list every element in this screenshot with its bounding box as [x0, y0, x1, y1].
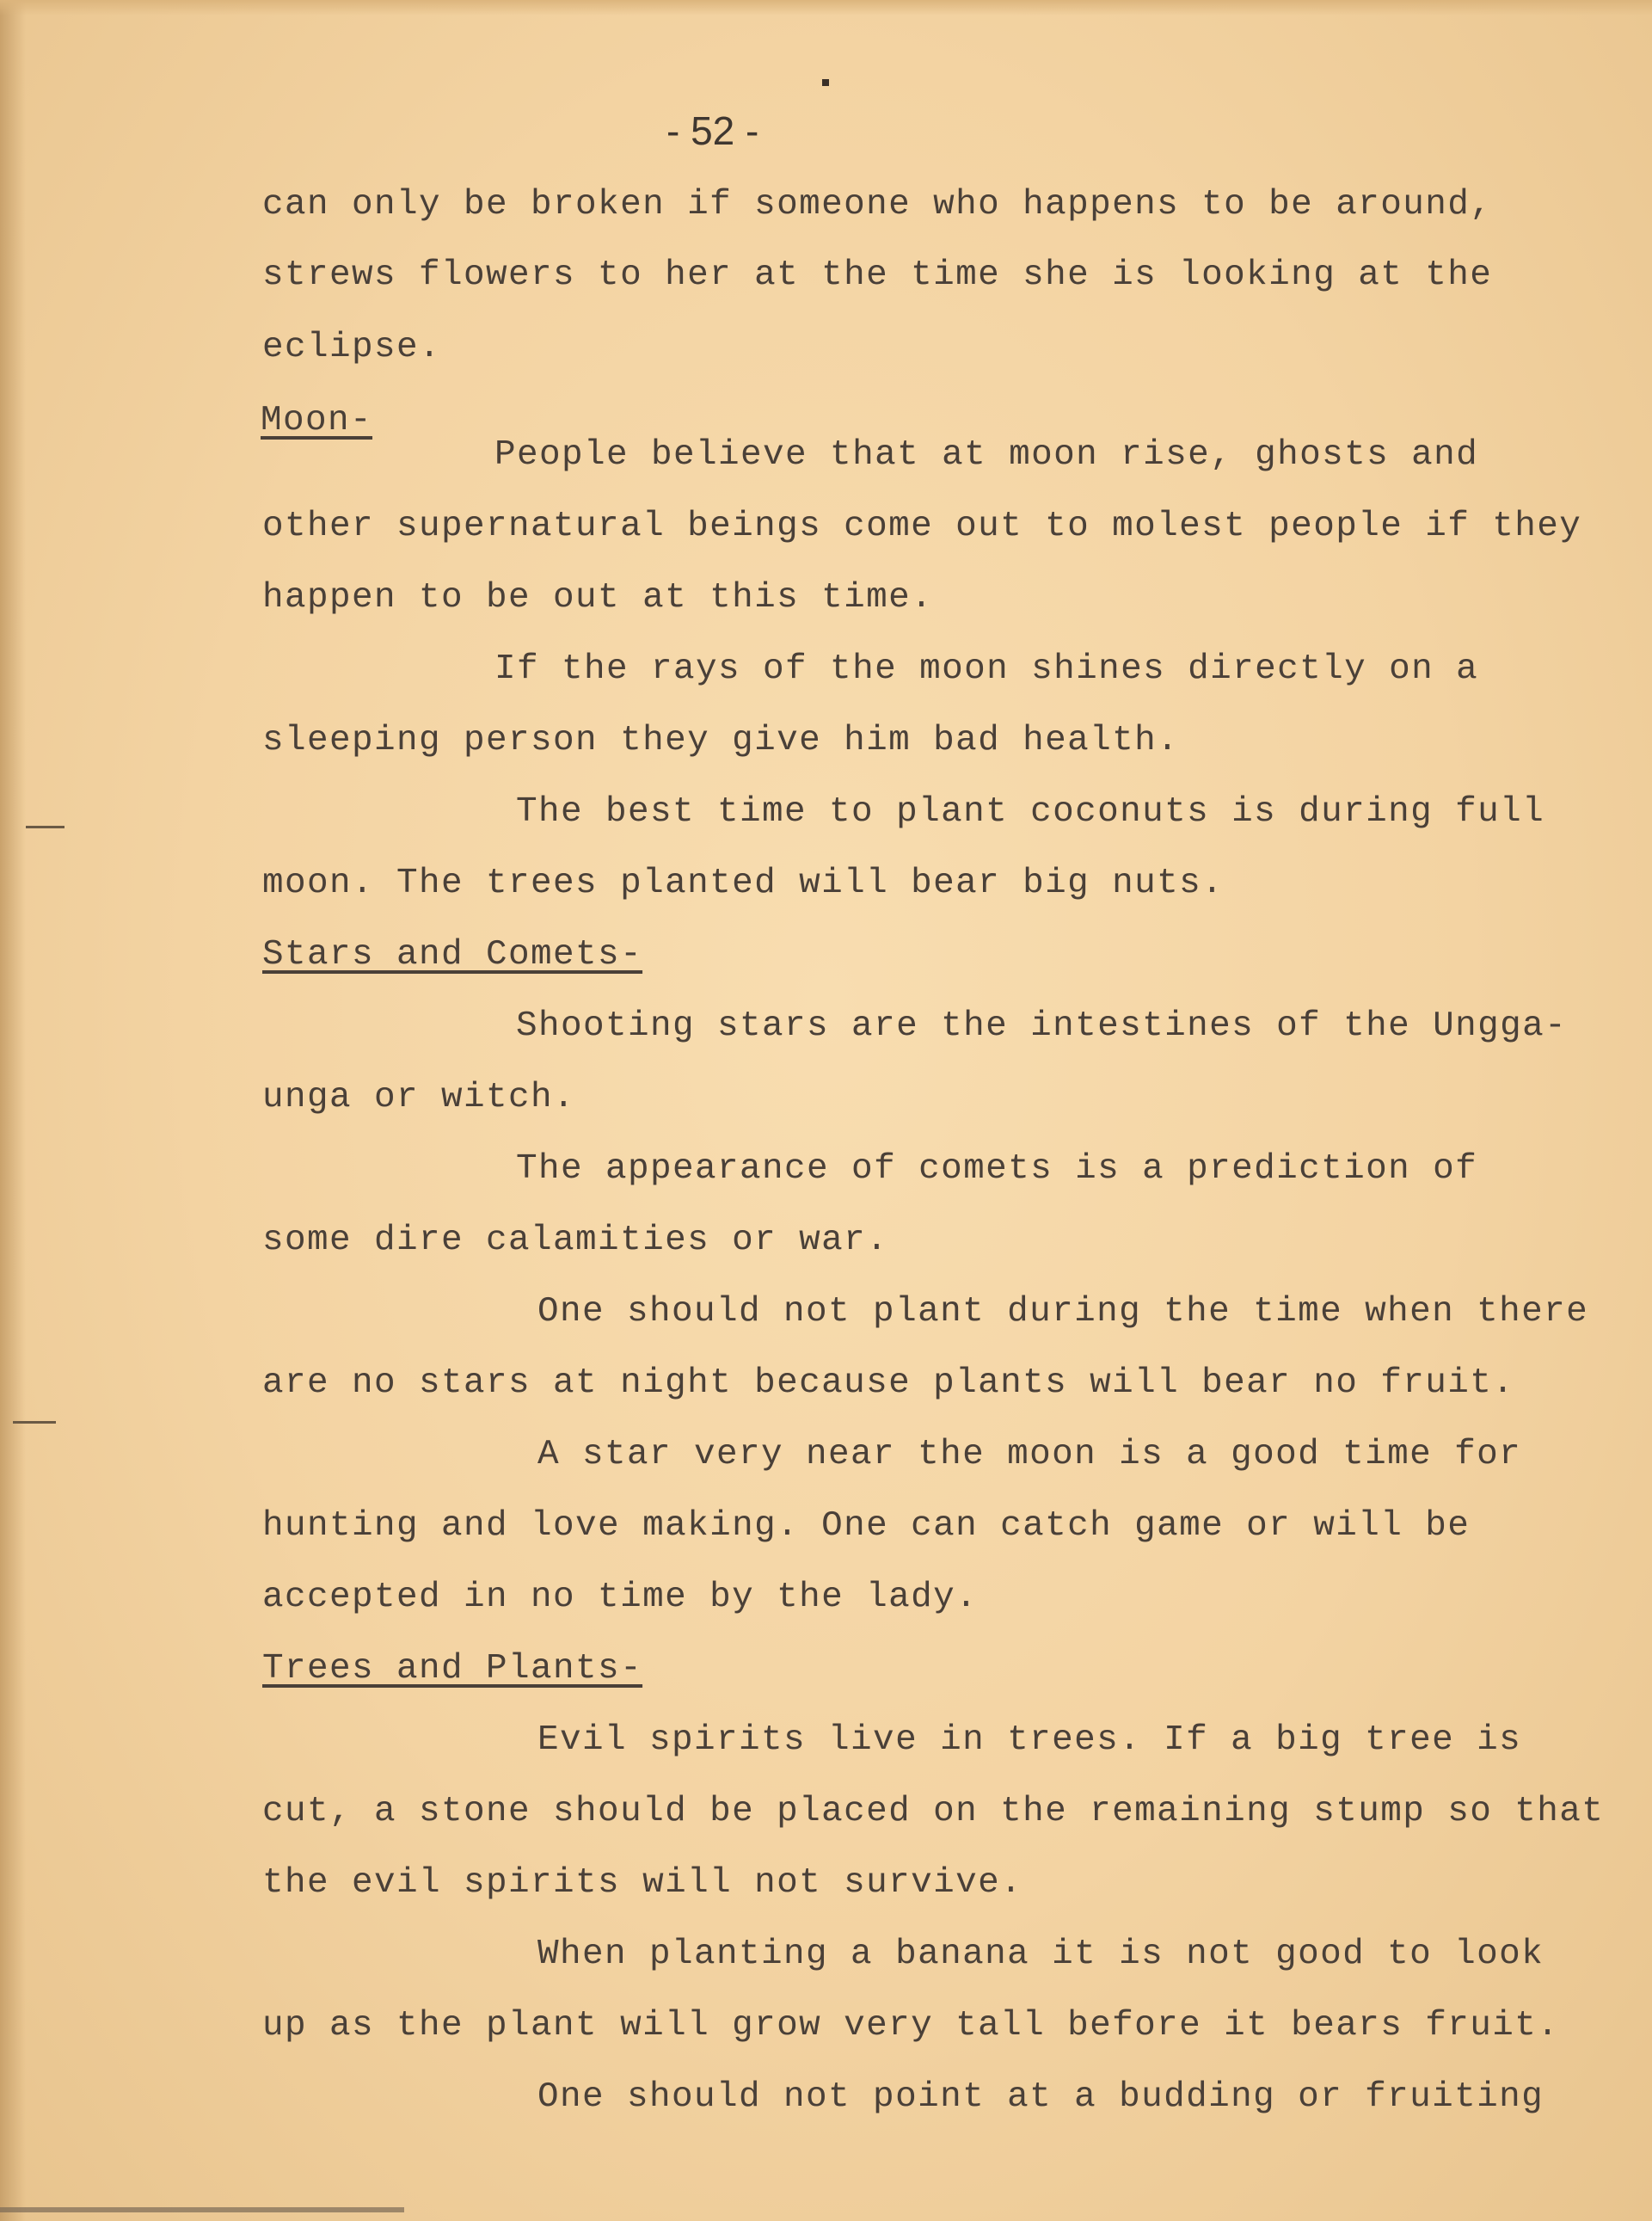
scan-footer-strip — [0, 2207, 404, 2212]
text-line: accepted in no time by the lady. — [262, 1578, 979, 1617]
text-line: If the rays of the moon shines directly on a — [494, 649, 1479, 689]
margin-mark — [26, 826, 64, 828]
text-line: People believe that at moon rise, ghosts and — [494, 435, 1479, 475]
text-line: some dire calamities or war. — [262, 1221, 889, 1260]
text-line: other supernatural beings come out to molest people if they — [262, 507, 1582, 546]
text-line: the evil spirits will not survive. — [262, 1863, 1023, 1903]
text-line: Shooting stars are the intestines of the Ungga- — [516, 1006, 1568, 1046]
text-line: A star very near the moon is a good time for — [537, 1435, 1522, 1474]
text-line: moon. The trees planted will bear big nuts. — [262, 864, 1225, 903]
text-line: When planting a banana it is not good to look — [537, 1935, 1545, 1974]
section-heading-trees-and-plants: Trees and Plants- — [262, 1649, 643, 1689]
text-line: hunting and love making. One can catch game or will be — [262, 1506, 1471, 1546]
margin-mark — [13, 1421, 56, 1424]
text-line: cut, a stone should be placed on the remaining stump so that — [262, 1792, 1605, 1831]
text-line: The best time to plant coconuts is during full — [516, 792, 1545, 832]
text-line: happen to be out at this time. — [262, 578, 934, 618]
text-line: eclipse. — [262, 328, 442, 367]
text-line: Evil spirits live in trees. If a big tree is — [537, 1720, 1522, 1760]
ink-speck — [822, 79, 829, 86]
text-line: One should not plant during the time when there — [537, 1292, 1589, 1332]
page-top-shadow — [0, 0, 1652, 15]
text-line: The appearance of comets is a prediction of — [516, 1149, 1478, 1189]
text-line: One should not point at a budding or fruiting — [537, 2077, 1545, 2117]
text-line: are no stars at night because plants will bear no fruit. — [262, 1363, 1515, 1403]
text-line: unga or witch. — [262, 1078, 576, 1117]
text-line: strews flowers to her at the time she is looking at the — [262, 255, 1493, 295]
page-number: - 52 - — [666, 108, 759, 153]
text-line: can only be broken if someone who happens to be around, — [262, 185, 1493, 225]
section-heading-moon: Moon- — [261, 401, 373, 440]
text-line: up as the plant will grow very tall before it bears fruit. — [262, 2006, 1560, 2046]
text-line: sleeping person they give him bad health. — [262, 721, 1180, 760]
page-edge-shadow — [0, 0, 26, 2221]
section-heading-stars-and-comets: Stars and Comets- — [262, 935, 643, 975]
